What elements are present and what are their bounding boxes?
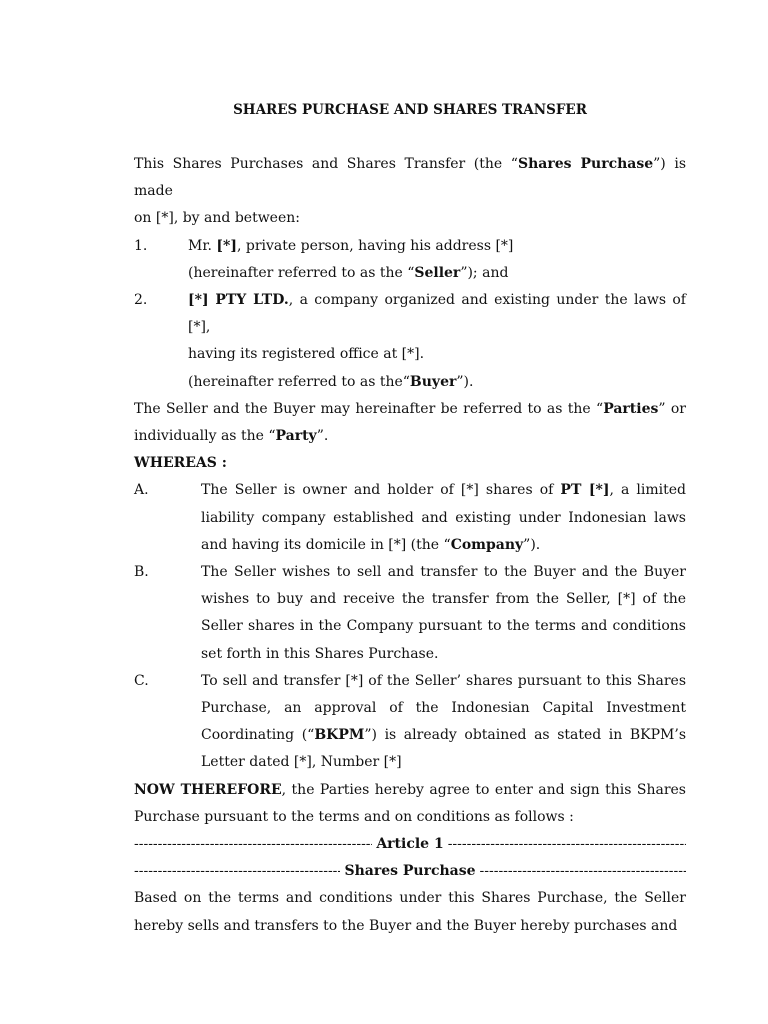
parties-definition-line2: individually as the “Party”.	[134, 428, 329, 445]
document-title: SHARES PURCHASE AND SHARES TRANSFER	[233, 102, 587, 118]
article-1-text: Based on the terms and conditions under this Shares Purchase, the Seller hereby sells and transfers to the Buyer and the Buyer hereby purchases and	[134, 890, 686, 934]
article-heading: ----- Article 1 -----	[134, 831, 686, 858]
party-item-2-office: having its registered office at [*].	[188, 346, 425, 363]
party-item-1: 1. Mr. [*], private person, having his address [*]	[134, 237, 514, 254]
divider-dashes	[134, 858, 340, 885]
whereas-heading: WHEREAS :	[134, 455, 227, 472]
intro-paragraph-line2: on [*], by and between:	[134, 210, 300, 227]
party-item-2: 2. [*] PTY LTD., a company organized and existing under the laws of [*],	[134, 292, 686, 336]
divider-dashes	[480, 858, 686, 885]
recital-b: B. The Seller wishes to sell and transfer to the Buyer and the Buyer wishes to buy and receive the transfer from the Seller, [*] of the Seller shares in the Company pursuant to the terms and conditions set forth in this Shares Purchase.	[134, 564, 686, 662]
article-subheading: ----- Shares Purchase -----	[134, 858, 686, 885]
recital-a: A. The Seller is owner and holder of [*] shares of PT [*], a limited liability company established and existing under Indonesian laws and having its domicile in [*] (the “Company”).	[134, 482, 687, 553]
party-item-2-role: (hereinafter referred to as the“Buyer”).	[188, 373, 474, 390]
party-item-1-role: (hereinafter referred to as the “Seller”); and	[188, 264, 509, 281]
recital-c: C. To sell and transfer [*] of the Seller’ shares pursuant to this Shares Purchase, an approval of the Indonesian Capital Investment Coordinating (“BKPM”) is already obtained as stated in BKPM’s Letter dated [*], Number [*]	[134, 672, 686, 771]
intro-paragraph: This Shares Purchases and Shares Transfer (the “Shares Purchase”) is made	[134, 156, 687, 200]
divider-dashes	[448, 831, 686, 858]
now-therefore-paragraph: NOW THEREFORE, the Parties hereby agree to enter and sign this Shares Purchase pursuant to the terms and on conditions as follows :	[134, 781, 686, 825]
divider-dashes	[134, 831, 372, 858]
parties-definition: The Seller and the Buyer may hereinafter be referred to as the “Parties” or	[134, 400, 686, 417]
document-body	[134, 151, 686, 940]
